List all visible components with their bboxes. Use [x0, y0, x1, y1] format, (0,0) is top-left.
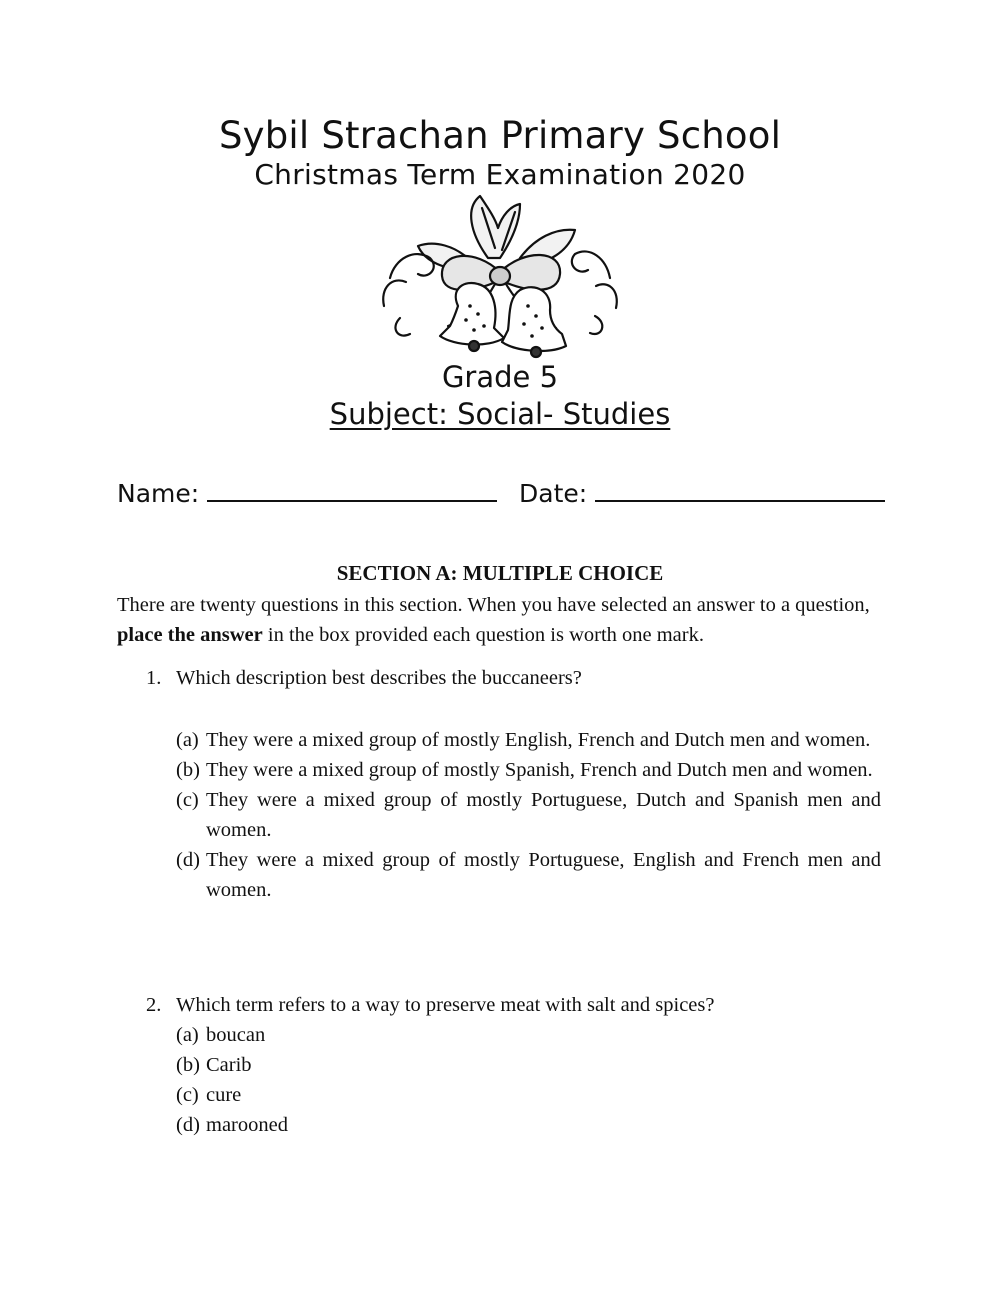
option-text: They were a mixed group of mostly Portuguese, Dutch and Spanish men and women.	[206, 789, 881, 841]
option-text: cure	[206, 1084, 242, 1106]
name-date-row	[117, 478, 885, 508]
name-field[interactable]	[207, 478, 497, 502]
section-instructions	[117, 590, 887, 650]
option-letter: (c)	[176, 1084, 199, 1106]
option-d[interactable]	[176, 845, 881, 905]
option-text: They were a mixed group of mostly Portuguese, English and French men and women.	[206, 849, 881, 901]
option-b[interactable]	[176, 1050, 881, 1080]
date-field[interactable]	[595, 478, 885, 502]
option-text: boucan	[206, 1024, 266, 1046]
exam-title: Christmas Term Examination 2020	[254, 158, 746, 191]
option-letter: (a)	[176, 729, 199, 751]
christmas-bells-illustration	[370, 188, 630, 363]
question-text: Which term refers to a way to preserve meat with salt and spices?	[176, 994, 715, 1016]
option-letter: (d)	[176, 1114, 200, 1136]
question-number: 1.	[146, 667, 162, 689]
option-letter: (b)	[176, 759, 200, 781]
option-a[interactable]	[176, 725, 881, 755]
option-text: They were a mixed group of mostly Spanish, French and Dutch men and women.	[206, 759, 873, 781]
school-name: Sybil Strachan Primary School	[218, 114, 782, 157]
grade-label: Grade 5	[441, 360, 559, 394]
option-letter: (a)	[176, 1024, 199, 1046]
option-letter: (b)	[176, 1054, 200, 1076]
question-text: Which description best describes the buccaneers?	[176, 667, 582, 689]
subject-title: Subject: Social- Studies	[329, 397, 671, 431]
section-title: SECTION A: MULTIPLE CHOICE	[336, 561, 664, 585]
option-text: marooned	[206, 1114, 288, 1136]
instructions-text: There are twenty questions in this section. When you have selected an answer to a question,	[117, 594, 870, 616]
option-c[interactable]	[176, 1080, 881, 1110]
question-1	[146, 663, 881, 693]
instructions-text-end: in the box provided each question is worth one mark.	[262, 624, 704, 646]
option-a[interactable]	[176, 1020, 881, 1050]
name-label: Name:	[117, 479, 200, 508]
option-c[interactable]	[176, 785, 881, 845]
question-number: 2.	[146, 994, 162, 1016]
question-2	[146, 990, 881, 1020]
date-label: Date:	[519, 479, 588, 508]
option-b[interactable]	[176, 755, 881, 785]
question-2-options	[176, 1020, 881, 1140]
option-letter: (c)	[176, 789, 199, 811]
option-letter: (d)	[176, 849, 200, 871]
instructions-emphasis: place the answer	[117, 624, 263, 646]
question-1-options	[176, 725, 881, 905]
option-text: Carib	[206, 1054, 252, 1076]
option-text: They were a mixed group of mostly English, French and Dutch men and women.	[206, 729, 871, 751]
option-d[interactable]	[176, 1110, 881, 1140]
